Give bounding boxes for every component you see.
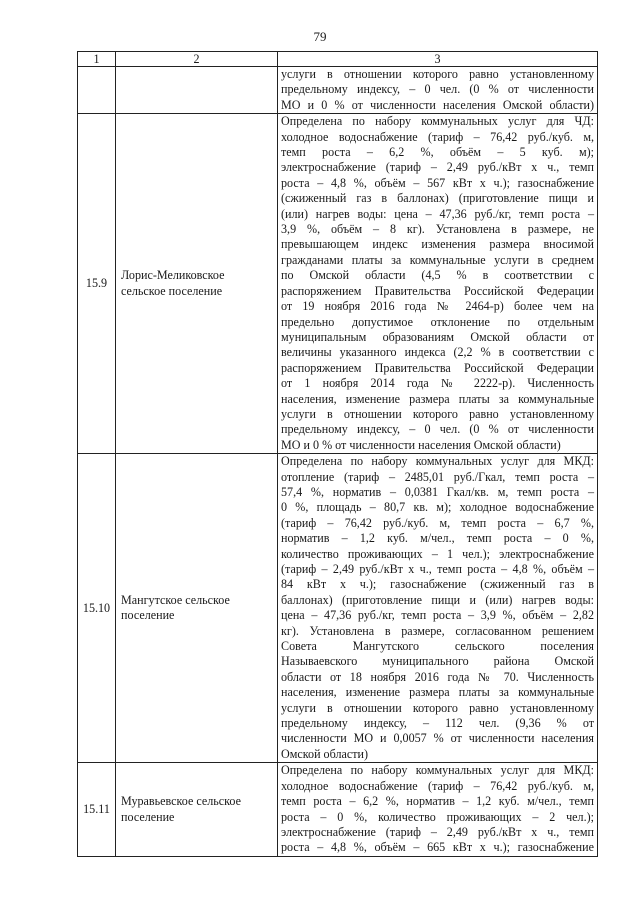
table-row (78, 114, 598, 454)
description-line: услуги в отношении которого равно установленному (281, 700, 594, 715)
settlement-name-line: Лорис-Меликовское (121, 268, 225, 283)
description-line: отопление (тариф – 2485,01 руб./Гкал, темп роста – (281, 469, 594, 484)
description-line: (тариф – 2,49 руб./кВт х ч., темп роста – 4,8 %, объём – (281, 562, 594, 576)
settlement-name-line: сельское поселение (121, 283, 223, 298)
description-line: превышающем индекс изменения размера вносимой (281, 237, 594, 252)
description (278, 454, 598, 763)
description-line: МО и 0 % от численности населения Омской области) (281, 97, 594, 112)
description-line: распоряжением Правительства Российской Федерации (281, 360, 594, 375)
description-line: Определена по набору коммунальных услуг для ЧД: (281, 114, 594, 129)
description-line: предельному индексу, – 0 чел. (0 % от численности (281, 422, 594, 437)
description-line: темп роста – 6,2 %, объём – 5 куб. м); (281, 145, 594, 160)
description-line: численности МО и 0,0057 % от численности населения (281, 731, 594, 746)
column-number-1: 1 (78, 52, 116, 67)
description-line: населения, изменение размера платы за коммунальные (281, 391, 594, 406)
description-line: по Омской области (4,5 % в соответствии с (281, 268, 594, 283)
settlement-name (116, 67, 278, 114)
description-line: Определена по набору коммунальных услуг для МКД: (281, 454, 594, 469)
description-line: цена – 47,36 руб./кг, темп роста – 3,9 %, объём – 2,82 (281, 608, 594, 623)
description-line: МО и 0 % от численности населения Омской области) (281, 437, 561, 452)
row-number (78, 67, 116, 114)
settlement-name-line: поселение (121, 608, 175, 623)
description-line: 57,4 %, норматив – 0,0381 Гкал/кв. м, темп роста – (281, 484, 594, 499)
row-number: 15.11 (78, 763, 116, 856)
description-line: количество проживающих – 1 чел.); электроснабжение (281, 546, 594, 561)
description-line: услуги в отношении которого равно установленному (281, 67, 594, 81)
description-line: от 1 ноября 2014 года № 2222-р). Численность (281, 376, 594, 391)
description-line: (или) нагрев воды: цена – 47,36 руб./кг, темп роста – (281, 206, 594, 221)
table-row (78, 454, 598, 763)
description-line: кг). Установлена в размере, согласованном решением (281, 623, 594, 638)
settlement-name-line: поселение (121, 809, 175, 824)
description-line: (тариф – 76,42 руб./куб. м, темп роста – 6,7 %, (281, 515, 594, 530)
description-line: Определена по набору коммунальных услуг для МКД: (281, 763, 594, 778)
settlement-name (116, 114, 278, 454)
description-line: от 19 ноября 2016 года № 2464-р) более чем на (281, 299, 594, 314)
description-line: темп роста – 6,2 %, норматив – 1,2 куб. м/чел., темп (281, 794, 594, 809)
description-line: электроснабжение (тариф – 2,49 руб./кВт х ч., темп (281, 160, 594, 175)
description-line: предельному индексу, – 0 чел. (0 % от численности (281, 82, 594, 97)
tariff-table (77, 51, 598, 857)
table-row (78, 763, 598, 856)
description (278, 114, 598, 454)
description-line: роста – 4,8 %, объём – 567 кВт х ч.); газоснабжение (281, 175, 594, 190)
description (278, 67, 598, 114)
description-line: услуги в отношении которого равно установленному (281, 406, 594, 421)
description-line: 3,9 %, объём – 8 кг). Установлена в размере, не (281, 222, 594, 237)
description-line: норматив – 1,2 куб. м/чел., темп роста – 0 %, (281, 531, 594, 546)
description-line: муниципальным образованиям Омской области от (281, 329, 594, 344)
row-number: 15.10 (78, 454, 116, 763)
description-line: населения, изменение размера платы за коммунальные (281, 685, 594, 700)
description-line: предельно допустимое отклонение по отдельным (281, 314, 594, 329)
row-number: 15.9 (78, 114, 116, 454)
description-line: 0 %, площадь – 80,7 кв. м); холодное водоснабжение (281, 500, 594, 515)
description-line: распоряжением Правительства Российской Федерации (281, 283, 594, 298)
description-line: Совета Мангутского сельского поселения (281, 639, 594, 654)
settlement-name (116, 763, 278, 856)
description-line: холодное водоснабжение (тариф – 76,42 руб./куб. м, (281, 778, 594, 793)
settlement-name-line: Муравьевское сельское (121, 794, 241, 809)
settlement-name-line: Мангутское сельское (121, 592, 230, 607)
description-line: баллонах) (приготовление пищи и (или) нагрев воды: (281, 592, 594, 607)
description-line: гражданами платы за коммунальные услуги в среднем (281, 252, 594, 267)
table-row (78, 67, 598, 114)
column-number-row (78, 52, 598, 67)
description-line: роста – 0 %, количество проживающих – 2 чел.); (281, 809, 594, 824)
description-line: 84 кВт х ч.); газоснабжение (сжиженный газ в (281, 577, 594, 592)
description-line: роста – 4,8 %, объём – 665 кВт х ч.); газоснабжение (281, 840, 594, 855)
settlement-name (116, 454, 278, 763)
column-number-3: 3 (278, 52, 598, 67)
description-line: Омской области) (281, 746, 369, 761)
column-number-2: 2 (116, 52, 278, 67)
description-line: величины указанного индекса (2,2 % в соответствии с (281, 345, 594, 360)
description-line: предельному индексу, – 112 чел. (9,36 % от (281, 716, 594, 731)
page-number: 79 (313, 29, 327, 44)
description-line: (сжиженный газ в баллонах) (приготовление пищи и (281, 191, 594, 206)
description-line: электроснабжение (тариф – 2,49 руб./кВт х ч., темп (281, 824, 594, 839)
description-line: Называевского муниципального района Омской (281, 654, 594, 669)
description (278, 763, 598, 856)
description-line: области от 18 ноября 2016 года № 70. Численность (281, 669, 594, 684)
description-line: холодное водоснабжение (тариф – 76,42 руб./куб. м, (281, 129, 594, 144)
